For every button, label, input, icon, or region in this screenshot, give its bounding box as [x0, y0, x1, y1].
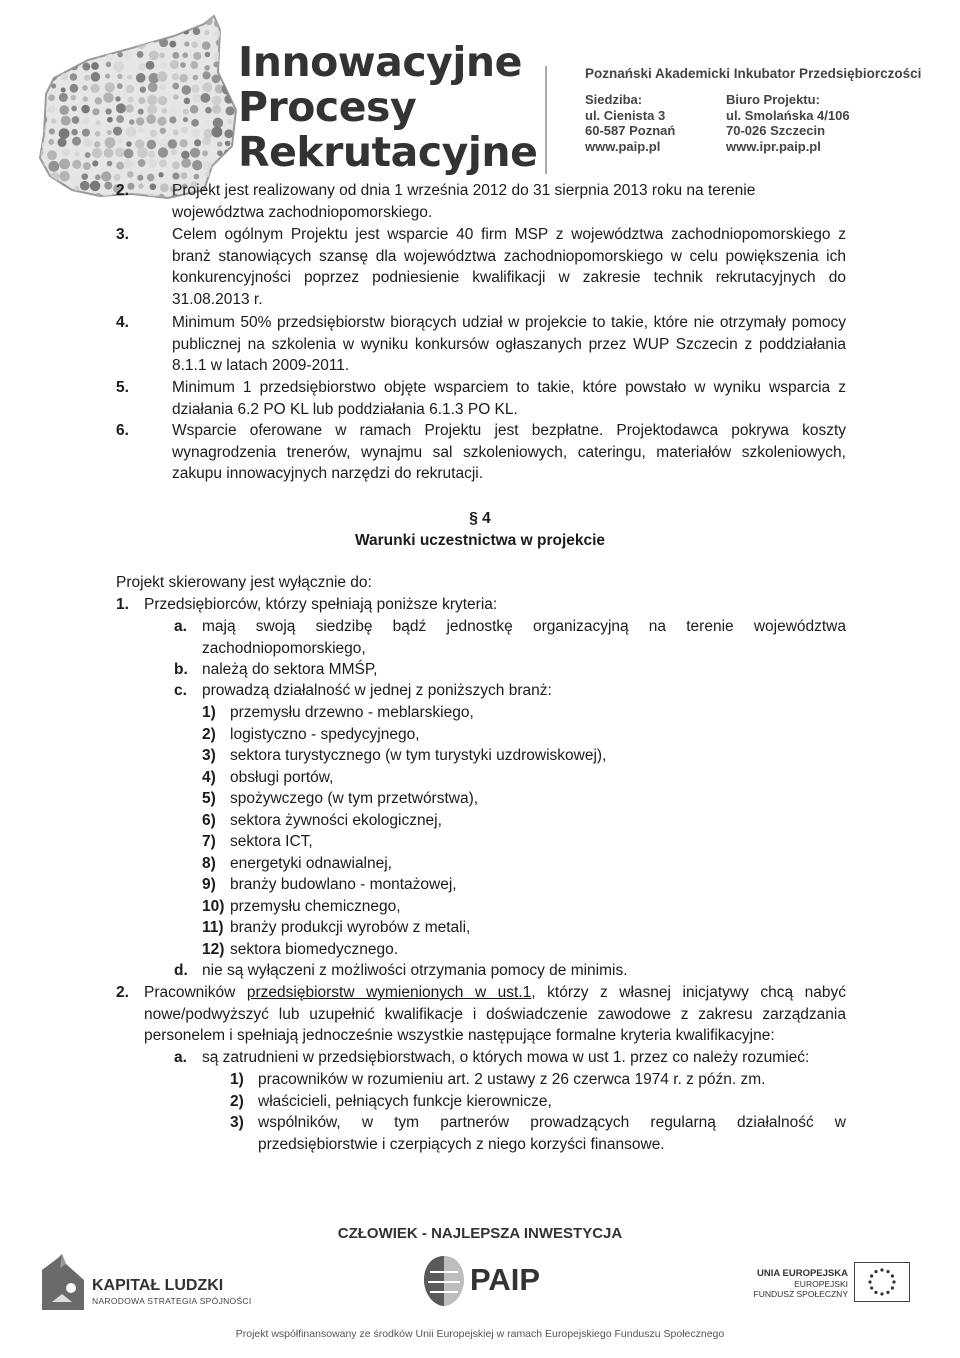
list-item [116, 180, 846, 223]
branch-number: 6) [202, 812, 216, 829]
hq-label: Siedziba: [585, 92, 643, 107]
item-number: 3. [116, 226, 129, 243]
branch-text: spożywczego (w tym przetwórstwa), [230, 790, 479, 807]
branch-item [202, 767, 846, 789]
item-text: są zatrudnieni w przedsiębiorstwach, o których mowa w ust 1. przez co należy rozumieć: [202, 1049, 810, 1066]
office-street: ul. Smolańska 4/106 [726, 107, 850, 123]
criterion-item [174, 960, 846, 982]
cofinance-notice: Projekt współfinansowany ze środków Unii Europejskiej w ramach Europejskiego Funduszu Społecznego [235, 1328, 725, 1340]
branch-number: 11) [202, 919, 224, 936]
branch-number: 5) [202, 790, 216, 807]
eu-label [708, 1268, 848, 1299]
sub-text: wspólników, w tym partnerów prowadzących regularną działalność w przedsiębiorstwie i czerpiących z niego korzyści finansowe. [258, 1114, 846, 1153]
item-text: mają swoją siedzibę bądź jednostkę organizacyjną na terenie województwa zachodniopomorskiego, [202, 618, 846, 657]
branch-item [202, 702, 846, 724]
branch-item [202, 810, 846, 832]
intro-text: Projekt skierowany jest wyłącznie do: [116, 574, 372, 591]
item-letter: d. [174, 962, 188, 979]
item-text: prowadzą działalność w jednej z poniższych branż: [202, 682, 552, 699]
section-number: § 4 [469, 510, 491, 527]
list-item [116, 377, 846, 420]
sub-item [230, 1069, 846, 1091]
criterion-item [174, 1047, 846, 1069]
sub-number: 3) [230, 1114, 244, 1131]
project-office-address [726, 92, 850, 154]
list-item [116, 224, 846, 310]
branch-text: branży produkcji wyrobów z metali, [230, 919, 471, 936]
branch-text: obsługi portów, [230, 769, 334, 786]
item-letter: a. [174, 618, 187, 635]
sub-item [230, 1091, 846, 1113]
branch-item [202, 831, 846, 853]
branch-item [202, 788, 846, 810]
sub-number: 1) [230, 1071, 244, 1088]
footer-slogan: CZŁOWIEK - NAJLEPSZA INWESTYCJA [337, 1225, 623, 1242]
reference-link[interactable]: przedsiębiorstw wymienionych w ust.1 [246, 984, 532, 1001]
branch-item [202, 896, 846, 918]
branch-item [202, 874, 846, 896]
sub-number: 2) [230, 1093, 244, 1110]
kapital-ludzki-subtitle: NARODOWA STRATEGIA SPÓJNOŚCI [92, 1296, 252, 1306]
branch-text: energetyki odnawialnej, [230, 855, 392, 872]
branch-text: przemysłu chemicznego, [230, 898, 401, 915]
item-text: Przedsiębiorców, którzy spełniają poniższe kryteria: [144, 596, 498, 613]
eu-title: UNIA EUROPEJSKA [757, 1268, 848, 1279]
branch-text: sektora biomedycznego. [230, 941, 399, 958]
branch-text: branży budowlano - montażowej, [230, 876, 457, 893]
brand-line: Rekrutacyjne [238, 128, 538, 176]
branch-number: 12) [202, 941, 225, 958]
eu-fund-line: FUNDUSZ SPOŁECZNY [753, 1289, 848, 1299]
item-text: Projekt jest realizowany od dnia 1 września 2012 do 31 sierpnia 2013 roku na terenie województwa zachodniopomorskiego. [172, 182, 756, 221]
sub-text: pracowników w rozumieniu art. 2 ustawy z 26 czerwca 1974 r. z późn. zm. [258, 1071, 766, 1088]
list-item [116, 312, 846, 377]
header-divider [545, 66, 547, 174]
region-map-logo [36, 14, 246, 199]
office-city: 70-026 Szczecin [726, 123, 826, 138]
paip-wordmark: PAIP [470, 1262, 541, 1297]
branch-number: 4) [202, 769, 216, 786]
eu-fund-line: EUROPEJSKI [794, 1279, 848, 1289]
kapital-ludzki-logo [38, 1250, 90, 1314]
branch-item [202, 724, 846, 746]
item-text: Minimum 1 przedsiębiorstwo objęte wsparciem to takie, które powstało w wyniku wsparcia z działania 6.2 PO KL lub poddziałania 6.1.3 PO KL. [172, 379, 846, 418]
branch-text: logistyczno - spedycyjnego, [230, 726, 420, 743]
branch-number: 8) [202, 855, 216, 872]
item-number: 1. [116, 596, 129, 613]
office-website-link[interactable]: www.ipr.paip.pl [726, 138, 821, 154]
item-number: 4. [116, 314, 129, 331]
item-text: Wsparcie oferowane w ramach Projektu jest bezpłatne. Projektodawca pokrywa koszty wynagrodzenia trenerów, wynajmu sal szkoleniowych, cateringu, materiałów szkoleniowych, zakupu innowacyjnych narzędzi do rekrutacji. [172, 422, 846, 482]
criterion-item [174, 680, 846, 702]
branch-item [202, 745, 846, 767]
sub-text: właścicieli, pełniących funkcje kierownicze, [258, 1093, 552, 1110]
list-item [116, 982, 846, 1047]
eu-flag-icon [854, 1262, 910, 1302]
brand-line: Procesy [238, 83, 417, 131]
office-label: Biuro Projektu: [726, 92, 820, 107]
branch-number: 9) [202, 876, 216, 893]
item-text: Celem ogólnym Projektu jest wsparcie 40 firm MSP z województwa zachodniopomorskiego z branż stanowiących szansę dla województwa zachodniopomorskiego w celu powiększenia ich konkurencyjności poprzez podniesienie kwalifikacji w zakresie technik rekrutacyjnych do 31.08.2013 r. [172, 226, 846, 308]
branch-text: sektora żywności ekologicznej, [230, 812, 442, 829]
item-text: Minimum 50% przedsiębiorstw biorących udział w projekcie to takie, które nie otrzymały pomocy publicznej na szkolenia w wyniku konkursów ogłaszanych przez WUP Szczecin z poddziałania 8.1.1 w latach 2009-2011. [172, 314, 846, 374]
item-text [144, 982, 846, 1047]
sub-item [230, 1112, 846, 1155]
item-number: 2. [116, 182, 129, 199]
item-letter: c. [174, 682, 187, 699]
branch-number: 3) [202, 747, 216, 764]
hq-website-link[interactable]: www.paip.pl [585, 138, 661, 154]
branch-text: przemysłu drzewno - meblarskiego, [230, 704, 474, 721]
item-number: 2. [116, 984, 129, 1001]
organization-name: Poznański Akademicki Inkubator Przedsiębiorczości [585, 66, 922, 81]
branch-number: 1) [202, 704, 216, 721]
branch-number: 10) [202, 898, 225, 915]
branch-item [202, 853, 846, 875]
item-text: nie są wyłączeni z możliwości otrzymania pomocy de minimis. [202, 962, 628, 979]
item-letter: a. [174, 1049, 187, 1066]
item-letter: b. [174, 661, 188, 678]
branch-number: 2) [202, 726, 216, 743]
criterion-item [174, 659, 846, 681]
branch-number: 7) [202, 833, 216, 850]
criterion-item [174, 616, 846, 659]
brand-line: Innowacyjne [238, 38, 522, 86]
branch-item [202, 917, 846, 939]
branch-text: sektora ICT, [230, 833, 313, 850]
hq-city: 60-587 Poznań [585, 123, 676, 138]
hq-street: ul. Cienista 3 [585, 107, 666, 123]
item-number: 6. [116, 422, 129, 439]
branch-text: sektora turystycznego (w tym turystyki uzdrowiskowej), [230, 747, 607, 764]
text-segment: , którzy z własnej inicjatywy chcą nabyć nowe/podwyższyć lub uzupełnić kwalifikacje i doświadczenie zawodowe z zakresu zarządzania personelem i spełniają jednocześnie wszystkie następujące formalne kryteria kwalifikacyjne: [144, 984, 847, 1044]
text-segment: Pracowników [144, 984, 247, 1001]
item-number: 5. [116, 379, 129, 396]
list-item [116, 420, 846, 485]
branch-item [202, 939, 846, 961]
brand-title [238, 40, 537, 175]
headquarters-address [585, 92, 675, 154]
kapital-ludzki-name: KAPITAŁ LUDZKI [92, 1277, 224, 1294]
section-title: Warunki uczestnictwa w projekcie [354, 532, 606, 549]
list-item [116, 594, 846, 616]
item-text: należą do sektora MMŚP, [202, 661, 378, 678]
paip-logo [422, 1254, 466, 1308]
